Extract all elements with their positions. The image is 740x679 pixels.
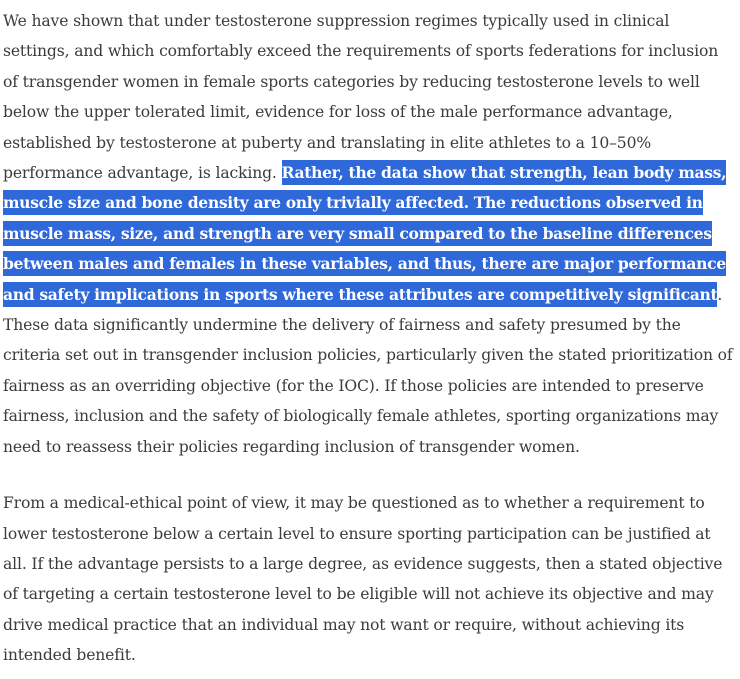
selected-text-highlight[interactable]: Rather, the data show that strength, lean body mass, muscle size and bone density are only trivially affected. The reductions observed in muscle mass, size, and strength are very small compared to the baseline differences between males and females in these variables, and thus, there are major performance and safety implications in sports where these attributes are competitively significant (3, 160, 726, 307)
article-body (3, 6, 735, 671)
paragraph-conclusions (3, 6, 735, 462)
paragraph-text-after-selection[interactable]: . These data significantly undermine the delivery of fairness and safety presumed by the criteria set out in transgender inclusion policies, particularly given the stated prioritization of fairness as an overriding objective (for the IOC). If those policies are intended to preserve fairness, inclusion and the safety of biologically female athletes, sporting organizations may need to reassess their policies regarding inclusion of transgender women. (3, 285, 733, 456)
paragraph-text[interactable]: From a medical-ethical point of view, it may be questioned as to whether a requirement to lower testosterone below a certain level to ensure sporting participation can be justified at all. If the advantage persists to a large degree, as evidence suggests, then a stated objective of targeting a certain testosterone level to be eligible will not achieve its objective and may drive medical practice that an individual may not want or require, without achieving its intended benefit. (3, 494, 723, 665)
paragraph-medical-ethical (3, 488, 735, 670)
paragraph-text-before-selection[interactable]: We have shown that under testosterone suppression regimes typically used in clinical settings, and which comfortably exceed the requirements of sports federations for inclusion of transgender women in female sports categories by reducing testosterone levels to well below the upper tolerated limit, evidence for loss of the male performance advantage, established by testosterone at puberty and translating in elite athletes to a 10–50% performance advantage, is lacking. (3, 12, 719, 183)
